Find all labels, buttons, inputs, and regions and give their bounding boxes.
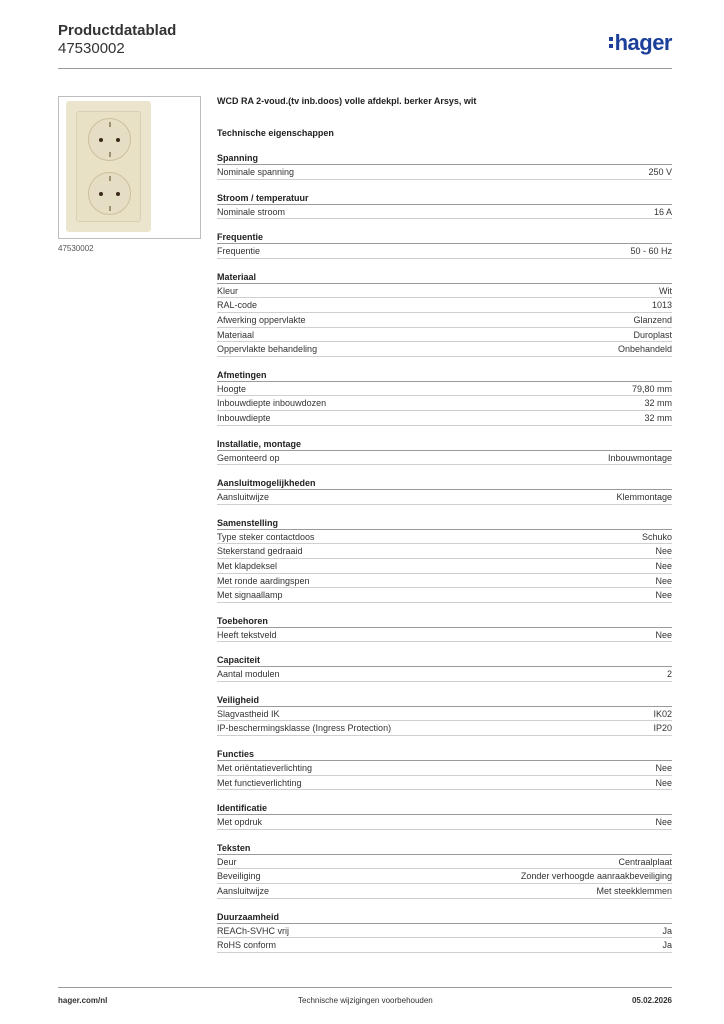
spec-row (217, 721, 672, 736)
spec-value: Klemmontage (616, 492, 672, 503)
spec-value: 32 mm (644, 398, 672, 409)
spec-section (217, 911, 672, 953)
spec-sections (217, 152, 672, 953)
section-heading: Toebehoren (217, 615, 672, 628)
spec-value: Glanzend (633, 314, 672, 325)
footer-notice: Technische wijzigingen voorbehouden (298, 996, 433, 1005)
spec-value: 16 A (653, 206, 672, 217)
spec-row (217, 328, 672, 343)
section-heading: Capaciteit (217, 654, 672, 667)
spec-label: Met klapdeksel (217, 560, 278, 571)
spec-section (217, 438, 672, 466)
footer-date: 05.02.2026 (631, 996, 672, 1005)
spec-value: Nee (655, 590, 672, 601)
spec-value: Met steekklemmen (596, 886, 672, 897)
spec-row (217, 382, 672, 397)
spec-label: Hoogte (217, 383, 247, 394)
spec-value: 1013 (651, 300, 672, 311)
spec-label: Nominale stroom (217, 206, 286, 217)
spec-section (217, 615, 672, 643)
spec-label: Inbouwdiepte inbouwdozen (217, 398, 327, 409)
spec-label: Oppervlakte behandeling (217, 344, 318, 355)
spec-label: Met oriëntatieverlichting (217, 763, 313, 774)
product-description: WCD RA 2-voud.(tv inb.doos) volle afdekpl. berker Arsys, wit (217, 96, 477, 106)
header-divider (58, 68, 672, 69)
spec-row (217, 396, 672, 411)
section-heading: Teksten (217, 842, 672, 855)
section-heading: Aansluitmogelijkheden (217, 477, 672, 490)
spec-value: Zonder verhoogde aanraakbeveiliging (520, 871, 672, 882)
spec-row (217, 298, 672, 313)
footer-website: hager.com/nl (58, 996, 108, 1005)
spec-value: 250 V (648, 167, 672, 177)
spec-section (217, 694, 672, 736)
spec-label: Aansluitwijze (217, 886, 270, 897)
spec-value: Ja (662, 925, 672, 936)
spec-value: 50 - 60 Hz (630, 246, 672, 257)
spec-row (217, 530, 672, 545)
spec-section (217, 192, 672, 220)
spec-value: 32 mm (644, 412, 672, 423)
spec-section (217, 231, 672, 259)
section-heading: Frequentie (217, 231, 672, 244)
spec-label: Stekerstand gedraaid (217, 546, 303, 557)
spec-value: 2 (666, 669, 672, 680)
spec-row (217, 588, 672, 603)
spec-row (217, 451, 672, 466)
spec-label: Met signaallamp (217, 590, 283, 601)
spec-label: RoHS conform (217, 940, 277, 951)
section-heading: Materiaal (217, 271, 672, 284)
spec-label: IP-beschermingsklasse (Ingress Protection) (217, 723, 392, 734)
spec-label: Heeft tekstveld (217, 629, 277, 640)
section-heading: Installatie, montage (217, 438, 672, 451)
spec-row (217, 165, 672, 180)
spec-section (217, 271, 672, 357)
spec-label: Met functieverlichting (217, 777, 302, 788)
page-footer (58, 996, 672, 1008)
spec-row (217, 815, 672, 830)
spec-label: Aantal modulen (217, 669, 280, 680)
spec-row (217, 342, 672, 357)
spec-value: Nee (655, 777, 672, 788)
double-socket-icon (66, 101, 151, 232)
section-heading: Duurzaamheid (217, 911, 672, 924)
spec-label: Materiaal (217, 329, 255, 340)
spec-label: Type steker contactdoos (217, 531, 315, 542)
spec-label: Met ronde aardingspen (217, 575, 310, 586)
spec-row (217, 628, 672, 643)
spec-row (217, 490, 672, 505)
spec-section (217, 842, 672, 899)
logo-text: hager (614, 30, 672, 55)
spec-value: Nee (655, 575, 672, 586)
spec-label: Nominale spanning (217, 167, 295, 177)
spec-label: Beveiliging (217, 871, 261, 882)
spec-section (217, 802, 672, 830)
spec-value: 79,80 mm (631, 383, 672, 394)
spec-label: Aansluitwijze (217, 492, 270, 503)
spec-value: Nee (655, 560, 672, 571)
spec-value: Schuko (641, 531, 672, 542)
spec-value: Nee (655, 817, 672, 828)
spec-section (217, 517, 672, 603)
spec-row (217, 667, 672, 682)
section-heading: Identificatie (217, 802, 672, 815)
hager-logo (609, 30, 672, 56)
spec-section (217, 152, 672, 180)
spec-row (217, 869, 672, 884)
spec-value: Nee (655, 546, 672, 557)
spec-value: Wit (659, 285, 672, 296)
section-heading: Spanning (217, 152, 672, 165)
section-heading: Stroom / temperatuur (217, 192, 672, 205)
spec-value: Nee (655, 763, 672, 774)
spec-label: Inbouwdiepte (217, 412, 271, 423)
spec-label: Afwerking oppervlakte (217, 314, 306, 325)
document-title: Productdatablad (58, 22, 177, 39)
spec-row (217, 574, 672, 589)
spec-row (217, 855, 672, 870)
spec-row (217, 776, 672, 791)
document-number: 47530002 (58, 40, 125, 57)
spec-row (217, 761, 672, 776)
spec-value: Nee (655, 629, 672, 640)
product-image (58, 96, 201, 239)
spec-row (217, 244, 672, 259)
section-heading: Functies (217, 748, 672, 761)
spec-section (217, 748, 672, 790)
footer-divider (58, 987, 672, 988)
spec-section (217, 654, 672, 682)
spec-section (217, 477, 672, 505)
spec-label: Kleur (217, 285, 239, 296)
spec-row (217, 884, 672, 899)
spec-value: IK02 (653, 708, 672, 719)
section-heading: Samenstelling (217, 517, 672, 530)
spec-label: Met opdruk (217, 817, 263, 828)
page-header (58, 22, 672, 68)
section-heading: Afmetingen (217, 369, 672, 382)
spec-row (217, 938, 672, 953)
spec-value: IP20 (653, 723, 672, 734)
spec-row (217, 924, 672, 939)
spec-label: Slagvastheid IK (217, 708, 280, 719)
spec-row (217, 559, 672, 574)
spec-label: Gemonteerd op (217, 452, 280, 463)
spec-value: Onbehandeld (617, 344, 672, 355)
spec-section (217, 369, 672, 426)
spec-label: REACh-SVHC vrij (217, 925, 290, 936)
spec-row (217, 205, 672, 220)
spec-row (217, 544, 672, 559)
spec-row (217, 411, 672, 426)
spec-row (217, 284, 672, 299)
logo-dots-icon (609, 35, 613, 49)
section-heading: Veiligheid (217, 694, 672, 707)
spec-row (217, 707, 672, 722)
spec-row (217, 313, 672, 328)
spec-value: Ja (662, 940, 672, 951)
spec-value: Centraalplaat (618, 856, 672, 867)
spec-label: RAL-code (217, 300, 258, 311)
spec-value: Duroplast (633, 329, 672, 340)
spec-title: Technische eigenschappen (217, 128, 334, 138)
spec-value: Inbouwmontage (607, 452, 672, 463)
spec-label: Deur (217, 856, 237, 867)
image-caption: 47530002 (58, 244, 94, 253)
spec-content (217, 93, 672, 953)
spec-label: Frequentie (217, 246, 261, 257)
